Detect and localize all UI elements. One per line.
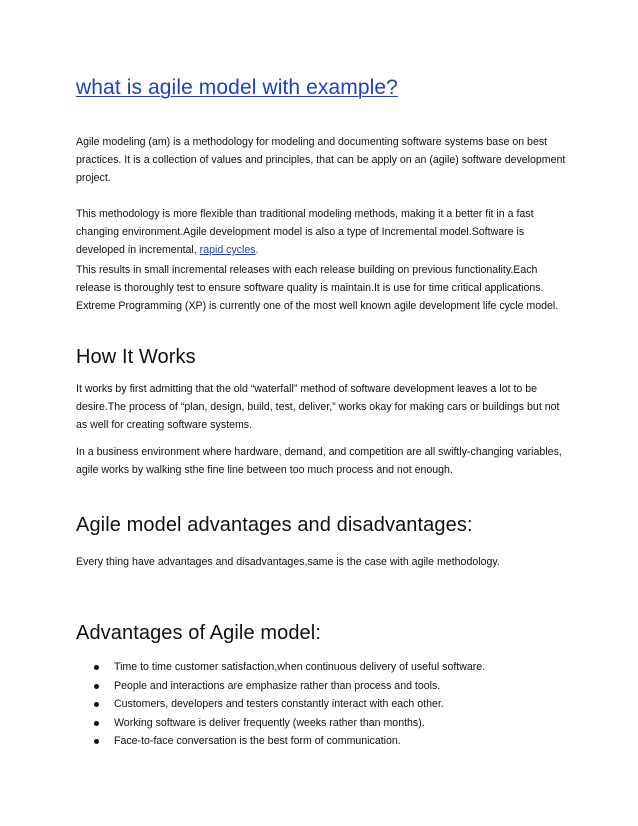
advantages-disadvantages-heading: Agile model advantages and disadvantages: [76,514,473,536]
intro-paragraph-2-end: . [255,244,259,256]
advantages-heading: Advantages of Agile model: [76,622,321,644]
intro-paragraph-2 [76,205,570,259]
bullet-icon [94,702,99,707]
list-item [94,714,564,733]
list-item-text: Time to time customer satisfaction,when continuous delivery of useful software. [114,661,486,673]
list-item [94,695,564,714]
list-item-text: Face-to-face conversation is the best form of communication. [114,735,401,747]
advantages-disadvantages-paragraph: Every thing have advantages and disadvantages,same is the case with agile methodology. [76,556,500,568]
intro-paragraph-1: Agile modeling (am) is a methodology for modeling and documenting software systems base on best practices. It is a collection of values and principles, that can be apply on an (agile) software development project. [76,136,566,184]
bullet-icon [94,665,99,670]
bullet-icon [94,721,99,726]
intro-paragraph-3: This results in small incremental releases with each release building on previous functionality.Each release is thoroughly test to ensure software quality is maintain.It is use for time critical applications. Extreme Programming (XP) is currently one of the most well known agile development life cycle model. [76,264,559,312]
bullet-icon [94,739,99,744]
list-item-text: Working software is deliver frequently (weeks rather than months). [114,716,425,729]
list-item [94,658,564,677]
list-item [94,677,564,696]
advantages-list [94,658,564,751]
list-item [94,732,564,751]
list-item-text: Customers, developers and testers constantly interact with each other. [114,698,444,710]
bullet-icon [94,684,99,689]
intro-paragraph-2-text: This methodology is more flexible than traditional modeling methods, making it a better fit in a fast changing environment.Agile development model is also a type of Incremental model.Software is developed in incremental, [76,208,534,256]
list-item-text: People and interactions are emphasize rather than process and tools. [114,679,441,692]
how-it-works-paragraph-1: It works by first admitting that the old “waterfall” method of software development leaves a lot to be desire.The process of “plan, design, build, test, deliver,” works okay for making cars or buildings but not as well for creating software systems. [76,383,560,431]
page-title: what is agile model with example? [76,76,398,99]
rapid-cycles-link[interactable]: rapid cycles [199,244,256,256]
how-it-works-paragraph-2: In a business environment where hardware, demand, and competition are all swiftly-changing variables, agile works by walking sthe fine line between too much process and not enough. [76,446,562,476]
how-it-works-heading: How It Works [76,346,196,368]
